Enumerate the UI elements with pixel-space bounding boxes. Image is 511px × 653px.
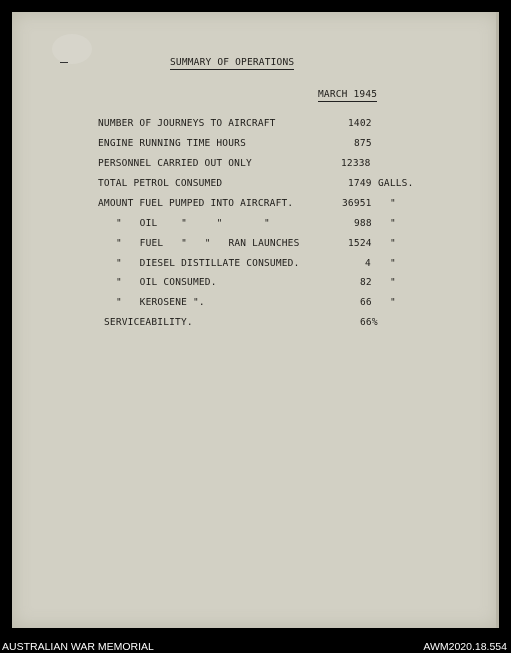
- row-label: TOTAL PETROL CONSUMED: [98, 178, 223, 189]
- row-value: 66: [360, 297, 372, 308]
- row-label: PERSONNEL CARRIED OUT ONLY: [98, 158, 252, 169]
- paper-smudge: [52, 34, 92, 64]
- page-edge: [496, 12, 499, 628]
- row-label: ENGINE RUNNING TIME HOURS: [98, 138, 246, 149]
- row-label: " DIESEL DISTILLATE CONSUMED.: [116, 258, 300, 269]
- footer-accession-number: AWM2020.18.554: [423, 641, 507, 653]
- row-unit: ": [390, 297, 396, 308]
- pencil-mark: [60, 62, 68, 63]
- row-label: " FUEL " " RAN LAUNCHES: [116, 238, 300, 249]
- row-value: 12338: [341, 158, 371, 169]
- row-value: 1749: [348, 178, 372, 189]
- row-value: 66%: [360, 317, 378, 328]
- row-unit: ": [390, 218, 396, 229]
- row-unit: ": [390, 258, 396, 269]
- document-page: [12, 12, 499, 628]
- row-unit: ": [390, 238, 396, 249]
- footer-institution: AUSTRALIAN WAR MEMORIAL: [2, 641, 154, 653]
- row-unit: ": [390, 198, 396, 209]
- row-label: " OIL " " ": [116, 218, 270, 229]
- row-label: NUMBER OF JOURNEYS TO AIRCRAFT: [98, 118, 276, 129]
- row-value: 82: [360, 277, 372, 288]
- row-unit: GALLS.: [378, 178, 414, 189]
- row-label: SERVICEABILITY.: [104, 317, 193, 328]
- row-label: " KEROSENE ".: [116, 297, 205, 308]
- row-value: 1524: [348, 238, 372, 249]
- row-value: 4: [365, 258, 371, 269]
- document-title: SUMMARY OF OPERATIONS: [170, 57, 295, 68]
- row-value: 36951: [342, 198, 372, 209]
- row-value: 875: [354, 138, 372, 149]
- row-value: 1402: [348, 118, 372, 129]
- row-label: " OIL CONSUMED.: [116, 277, 217, 288]
- row-value: 988: [354, 218, 372, 229]
- row-label: AMOUNT FUEL PUMPED INTO AIRCRAFT.: [98, 198, 294, 209]
- document-period: MARCH 1945: [318, 89, 378, 100]
- row-unit: ": [390, 277, 396, 288]
- footer-bar: [0, 637, 511, 653]
